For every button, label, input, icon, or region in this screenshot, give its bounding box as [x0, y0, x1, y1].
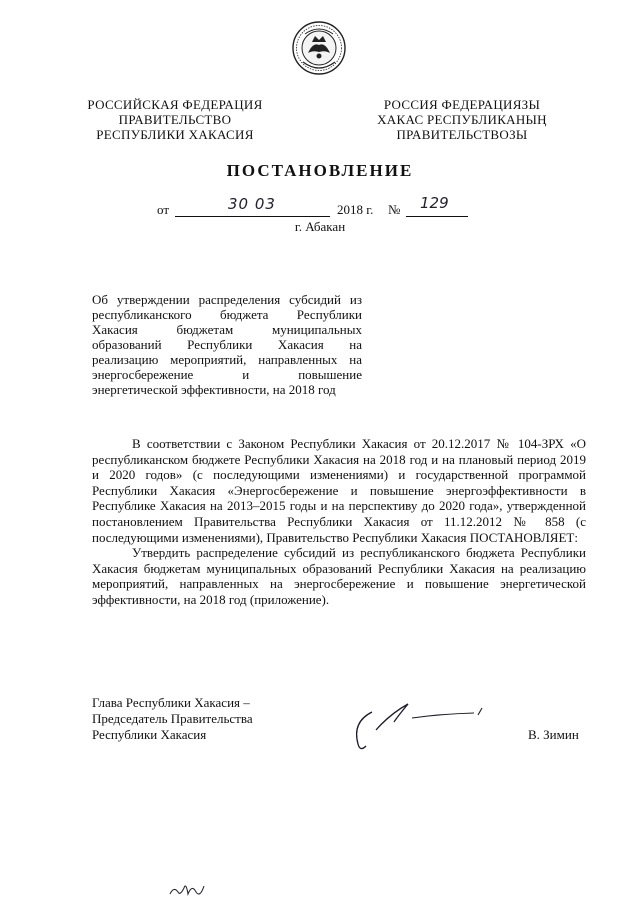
header-right-line: РОССИЯ ФЕДЕРАЦИЯЗЫ — [383, 97, 541, 112]
handwritten-number: 129 — [420, 194, 449, 212]
header-right-line: ПРАВИТЕЛЬСТВОЗЫ — [396, 127, 528, 142]
subject-line: Хакасия бюджетам муниципальных — [92, 322, 362, 337]
body-paragraph: Утвердить распределение субсидий из республиканского бюджета Республики Хакасия бюджетам муниципальных образований Республики Хакасия на реализацию мероприятий, направленных на энергосбережение и повышение энергетической эффективности, на 2018 год (приложение). — [92, 545, 586, 607]
signatory-position — [92, 695, 253, 743]
signatory-name: В. Зимин — [528, 727, 579, 742]
date-underline — [175, 216, 330, 217]
header-left-line: ПРАВИТЕЛЬСТВО — [118, 112, 232, 127]
document-title: ПОСТАНОВЛЕНИЕ — [226, 161, 414, 180]
subject-line: образований Республики Хакасия на — [92, 337, 362, 352]
handwritten-date: 30 03 — [228, 195, 276, 213]
date-number-line — [0, 194, 640, 219]
subject-line: реализацию мероприятий, направленных на — [92, 352, 362, 367]
body-paragraph: В соответствии с Законом Республики Хакасия от 20.12.2017 № 104-ЗРХ «О республиканском бюджете Республики Хакасия на 2018 год и на плановый период 2019 и 2020 годов» (с последующими изменениями) и государственной программой Республики Хакасия «Энергосбережение и повышение энергоэффективности в Республике Хакасия на 2013–2015 годы и на перспективу до 2020 года», утвержденной постановлением Правительства Республики Хакасия от 11.12.2012 № 858 (с последующими изменениями), Правительство Республики Хакасия ПОСТАНОВЛЯЕТ: — [92, 436, 586, 545]
header-left — [80, 97, 270, 142]
city-label: г. Абакан — [294, 219, 346, 234]
signatory-position-line: Председатель Правительства — [92, 711, 253, 726]
subject-block — [92, 292, 362, 397]
number-prefix: № — [388, 202, 401, 217]
signatory-position-line: Глава Республики Хакасия – — [92, 695, 250, 710]
header-left-line: РЕСПУБЛИКИ ХАКАСИЯ — [96, 127, 254, 142]
handwritten-signature — [350, 700, 495, 755]
coat-of-arms-emblem — [291, 20, 347, 76]
body-text — [92, 436, 586, 608]
subject-line: энергосбережение и повышение — [92, 367, 362, 382]
date-prefix: от — [157, 202, 170, 217]
header-left-line: РОССИЙСКАЯ ФЕДЕРАЦИЯ — [87, 97, 263, 112]
number-underline — [406, 216, 468, 217]
header-right — [362, 97, 562, 142]
signatory-position-line: Республики Хакасия — [92, 727, 207, 742]
handwritten-mark — [168, 878, 208, 900]
year-suffix: 2018 г. — [337, 202, 374, 217]
subject-line: Об утверждении распределения субсидий из — [92, 292, 362, 307]
subject-line: энергетической эффективности, на 2018 год — [92, 382, 336, 397]
header-right-line: ХАКАС РЕСПУБЛИКАНЫҢ — [377, 112, 547, 127]
subject-line: республиканского бюджета Республики — [92, 307, 362, 322]
